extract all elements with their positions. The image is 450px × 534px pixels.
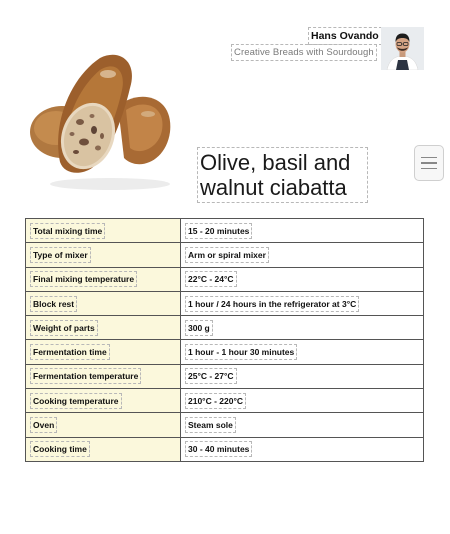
spec-value: Arm or spiral mixer [188,249,266,260]
spec-value-cell [181,364,424,388]
spec-label: Oven [33,420,55,431]
spec-value: 210°C - 220°C [188,395,243,406]
table-row [26,267,424,291]
spec-label: Fermentation time [33,347,107,358]
spec-value: 1 hour - 1 hour 30 minutes [188,347,295,358]
recipe-specs-table [25,218,424,462]
hamburger-menu-icon-bar [421,168,437,170]
spec-label-cell [26,389,181,413]
spec-value-cell [181,219,424,243]
spec-value: 22°C - 24°C [188,274,234,285]
spec-value-cell [181,291,424,315]
spec-label-cell [26,219,181,243]
spec-value-cell [181,316,424,340]
spec-value: 30 - 40 minutes [188,444,250,455]
spec-label-cell [26,243,181,267]
spec-label: Cooking temperature [33,395,119,406]
spec-label: Type of mixer [33,249,88,260]
spec-label: Cooking time [33,444,87,455]
spec-label: Fermentation temperature [33,371,139,382]
author-avatar[interactable] [381,27,424,70]
spec-label-cell [26,364,181,388]
spec-value-cell [181,267,424,291]
spec-value: 15 - 20 minutes [188,225,250,236]
spec-label: Final mixing temperature [33,274,135,285]
spec-value: Steam sole [188,420,233,431]
spec-value-cell [181,437,424,461]
table-row [26,437,424,461]
author-avatar-image [381,27,424,70]
recipe-title: Olive, basil and walnut ciabatta [200,150,365,200]
table-row [26,364,424,388]
hamburger-menu-button[interactable] [414,145,444,181]
table-row [26,243,424,267]
spec-label: Block rest [33,298,75,309]
spec-value-cell [181,389,424,413]
table-row [26,340,424,364]
spec-value-cell [181,340,424,364]
spec-label-cell [26,340,181,364]
spec-value: 300 g [188,322,210,333]
hamburger-menu-icon [421,157,437,159]
table-row [26,291,424,315]
spec-value: 1 hour / 24 hours in the refrigerator at 3°C [188,298,357,309]
ciabatta-illustration [22,44,182,204]
spec-label-cell [26,267,181,291]
spec-label: Weight of parts [33,322,95,333]
author-tagline: Creative Breads with Sourdough [234,47,374,58]
spec-label-cell [26,291,181,315]
spec-value: 25°C - 27°C [188,371,234,382]
hamburger-menu-icon-bar [421,162,437,164]
spec-value-cell [181,413,424,437]
spec-label-cell [26,316,181,340]
spec-label-cell [26,437,181,461]
table-row [26,413,424,437]
table-row [26,389,424,413]
author-name[interactable]: Hans Ovando [311,30,379,42]
table-row [26,219,424,243]
spec-label-cell [26,413,181,437]
bread-image [22,44,182,204]
spec-value-cell [181,243,424,267]
table-row [26,316,424,340]
spec-label: Total mixing time [33,225,103,236]
